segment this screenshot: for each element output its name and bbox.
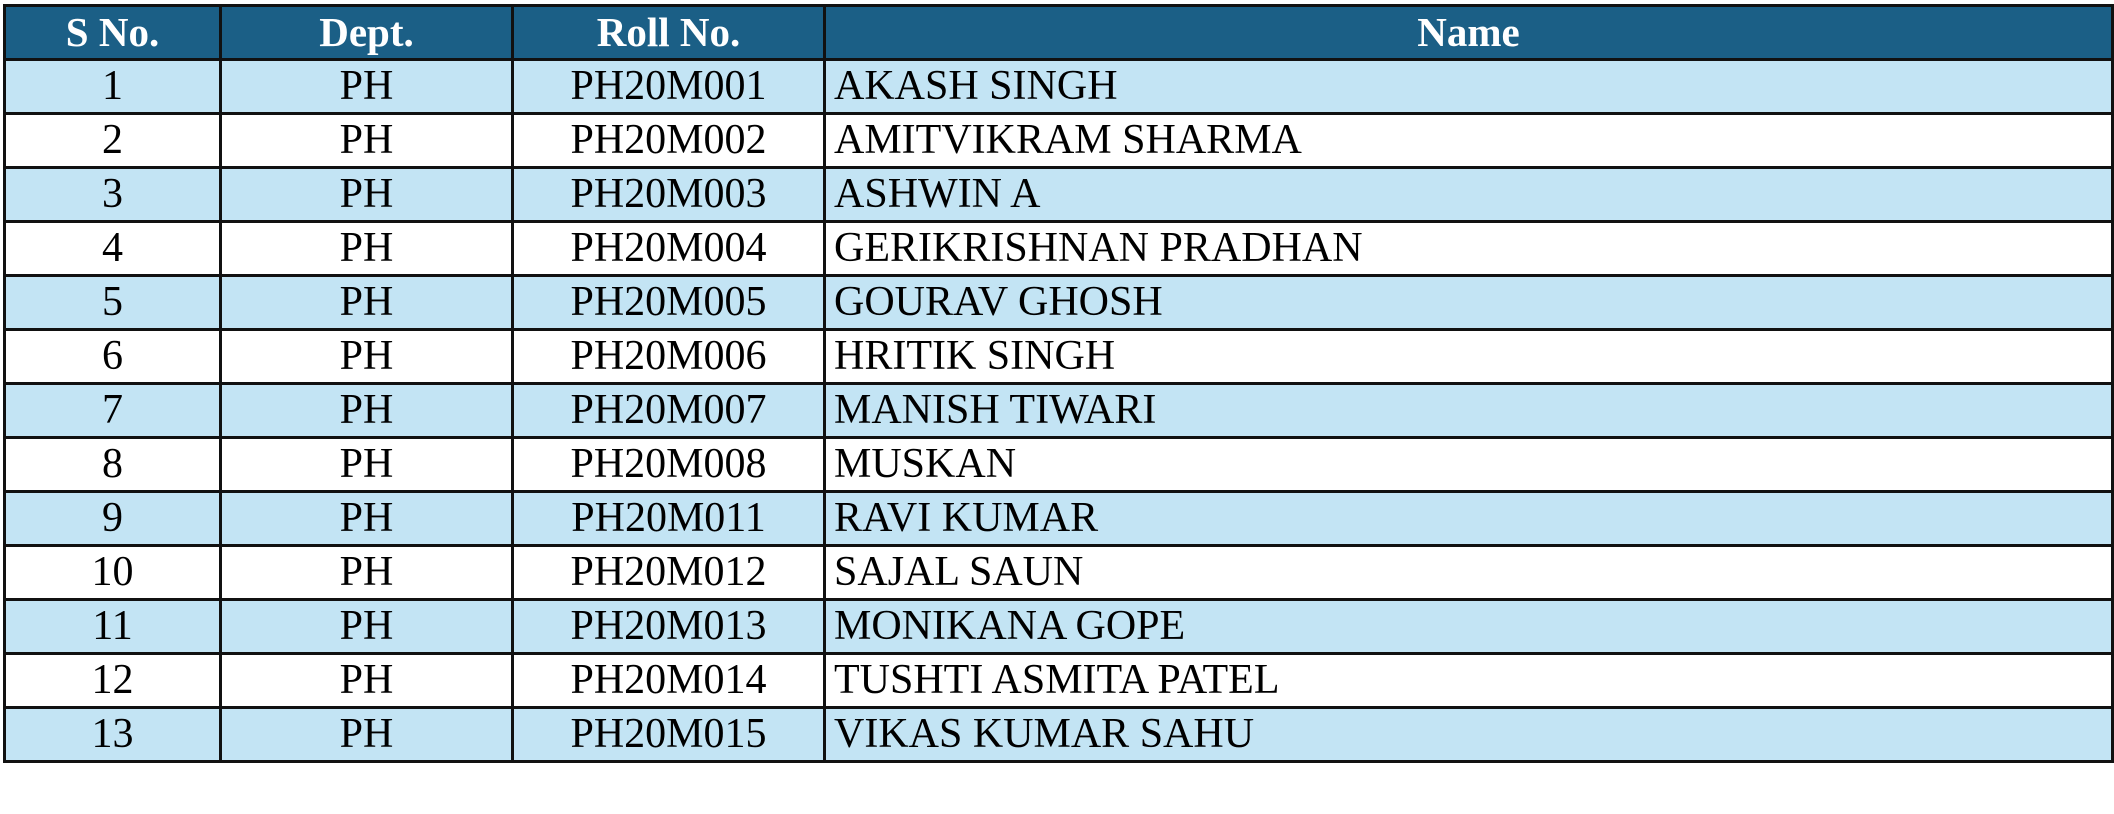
cell-sno: 5 <box>5 276 221 330</box>
cell-name: MANISH TIWARI <box>825 384 2113 438</box>
table-row <box>5 708 2113 762</box>
table-row <box>5 384 2113 438</box>
cell-name: AMITVIKRAM SHARMA <box>825 114 2113 168</box>
header-row <box>5 6 2113 60</box>
cell-dept: PH <box>221 168 513 222</box>
cell-roll-no: PH20M007 <box>513 384 825 438</box>
cell-roll-no: PH20M002 <box>513 114 825 168</box>
cell-roll-no: PH20M013 <box>513 600 825 654</box>
cell-sno: 11 <box>5 600 221 654</box>
table-row <box>5 438 2113 492</box>
header-sno: S No. <box>5 6 221 60</box>
cell-sno: 10 <box>5 546 221 600</box>
cell-dept: PH <box>221 654 513 708</box>
cell-sno: 7 <box>5 384 221 438</box>
cell-roll-no: PH20M015 <box>513 708 825 762</box>
cell-roll-no: PH20M012 <box>513 546 825 600</box>
cell-name: SAJAL SAUN <box>825 546 2113 600</box>
cell-name: TUSHTI ASMITA PATEL <box>825 654 2113 708</box>
cell-dept: PH <box>221 330 513 384</box>
table-header <box>5 6 2113 60</box>
header-name: Name <box>825 6 2113 60</box>
student-roll-table <box>3 4 2114 763</box>
cell-dept: PH <box>221 384 513 438</box>
table-row <box>5 492 2113 546</box>
table-row <box>5 600 2113 654</box>
cell-name: GOURAV GHOSH <box>825 276 2113 330</box>
cell-dept: PH <box>221 708 513 762</box>
header-roll-no: Roll No. <box>513 6 825 60</box>
cell-sno: 6 <box>5 330 221 384</box>
cell-roll-no: PH20M004 <box>513 222 825 276</box>
cell-name: MONIKANA GOPE <box>825 600 2113 654</box>
cell-name: RAVI KUMAR <box>825 492 2113 546</box>
cell-sno: 8 <box>5 438 221 492</box>
cell-name: AKASH SINGH <box>825 60 2113 114</box>
table-row <box>5 222 2113 276</box>
cell-roll-no: PH20M003 <box>513 168 825 222</box>
cell-roll-no: PH20M001 <box>513 60 825 114</box>
cell-name: MUSKAN <box>825 438 2113 492</box>
cell-roll-no: PH20M014 <box>513 654 825 708</box>
cell-name: ASHWIN A <box>825 168 2113 222</box>
cell-roll-no: PH20M008 <box>513 438 825 492</box>
cell-name: VIKAS KUMAR SAHU <box>825 708 2113 762</box>
table-row <box>5 546 2113 600</box>
cell-sno: 3 <box>5 168 221 222</box>
cell-dept: PH <box>221 276 513 330</box>
cell-sno: 9 <box>5 492 221 546</box>
cell-sno: 12 <box>5 654 221 708</box>
table-row <box>5 168 2113 222</box>
cell-dept: PH <box>221 60 513 114</box>
table-row <box>5 654 2113 708</box>
table-row <box>5 330 2113 384</box>
cell-sno: 2 <box>5 114 221 168</box>
cell-dept: PH <box>221 600 513 654</box>
student-list-sheet <box>3 4 2114 763</box>
cell-sno: 13 <box>5 708 221 762</box>
cell-dept: PH <box>221 222 513 276</box>
cell-dept: PH <box>221 546 513 600</box>
cell-dept: PH <box>221 492 513 546</box>
cell-roll-no: PH20M011 <box>513 492 825 546</box>
cell-dept: PH <box>221 114 513 168</box>
cell-sno: 1 <box>5 60 221 114</box>
table-row <box>5 276 2113 330</box>
cell-sno: 4 <box>5 222 221 276</box>
header-dept: Dept. <box>221 6 513 60</box>
cell-name: GERIKRISHNAN PRADHAN <box>825 222 2113 276</box>
table-body <box>5 60 2113 762</box>
cell-dept: PH <box>221 438 513 492</box>
cell-roll-no: PH20M006 <box>513 330 825 384</box>
table-row <box>5 60 2113 114</box>
table-row <box>5 114 2113 168</box>
cell-roll-no: PH20M005 <box>513 276 825 330</box>
cell-name: HRITIK SINGH <box>825 330 2113 384</box>
